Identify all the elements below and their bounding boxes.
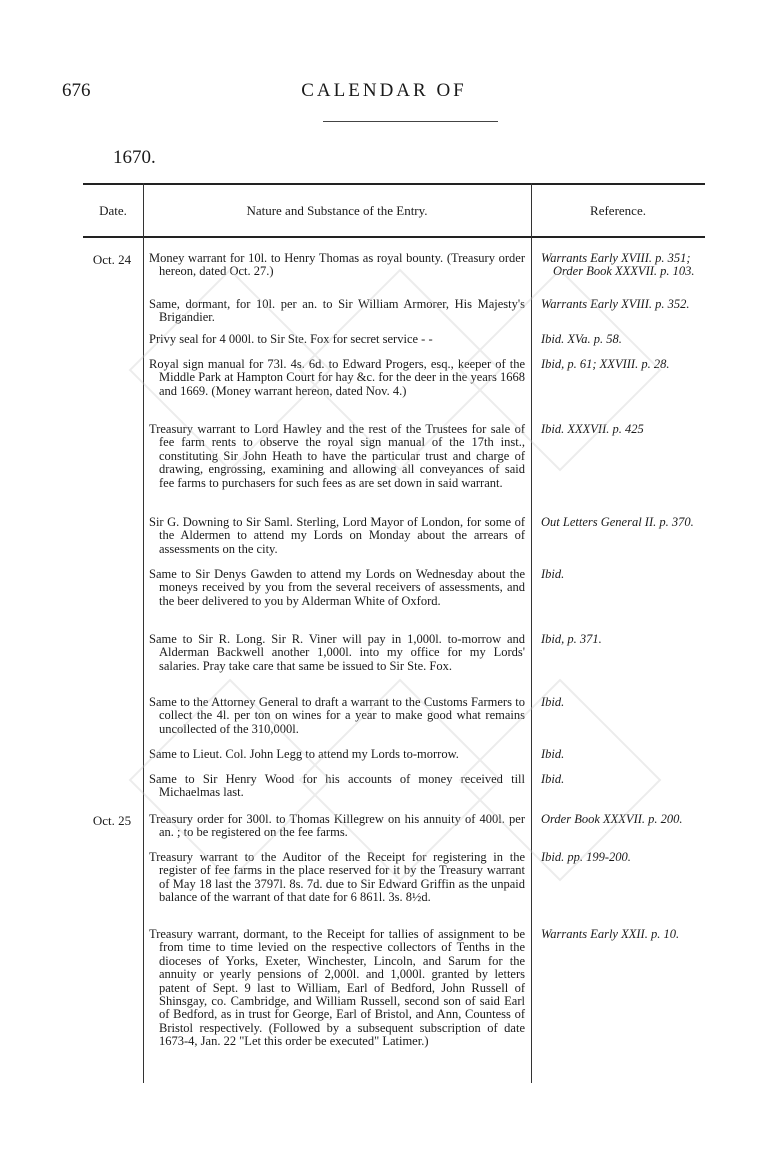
- entry-reference: Warrants Early XXII. p. 10.: [541, 927, 680, 941]
- entry-nature: Same to the Attorney General to draft a warrant to the Customs Farmers to collect the 4l. per ton on wines for a year to make good what remains uncollected of the 310,000l.: [149, 695, 525, 736]
- entry-nature: Privy seal for 4 000l. to Sir Ste. Fox for secret service - -: [149, 332, 433, 346]
- title-rule: [323, 121, 498, 122]
- entry-nature: Same to Sir R. Long. Sir R. Viner will pay in 1,000l. to-morrow and Alderman Backwell another 1,000l. into my office for my Lords' salaries. Pray take care that same be issued to Sir Ste. Fox.: [149, 632, 525, 673]
- entry-reference: Ibid.: [541, 747, 565, 761]
- entry-reference: Warrants Early XVIII. p. 351; Order Book XXXVII. p. 103.: [541, 251, 695, 279]
- entry-nature: Same to Sir Denys Gawden to attend my Lords on Wednesday about the moneys received by you from the several receivers of assessments, and the beer delivered to you by Alderman White of Oxford.: [149, 567, 525, 608]
- entry-reference: Ibid.: [541, 567, 565, 581]
- entry-nature: Same to Lieut. Col. John Legg to attend my Lords to-morrow.: [149, 747, 459, 761]
- column-header-nature: Nature and Substance of the Entry.: [246, 203, 428, 218]
- entry-nature: Treasury warrant, dormant, to the Receipt for tallies of assignment to be from time to time levied on the respective collectors of Tenths in the dioceses of Yorks, Exeter, Winchester, Lincoln, and Sarum for the annuity or yearly pensions of 2,000l. and 1,000l. granted by letters patent of Sept. 9 last to William, Earl of Bedford, John Russell of Shinsgay, co. Cambridge, and William Russell, second son of said Earl of Bedford, as in trust for George, Earl of Bristol, and Ann, Countess of Bristol respectively. (Followed by a subsequent subscription of date 1673-4, Jan. 22 "Let this order be executed" Latimer.): [149, 927, 525, 1049]
- entry-nature: Royal sign manual for 73l. 4s. 6d. to Edward Progers, esq., keeper of the Middle Park at Hampton Court for hay &c. for the deer in the years 1668 and 1669. (Money warrant hereon, dated Nov. 4.): [149, 357, 525, 398]
- page-number: 676: [62, 80, 91, 101]
- entry-nature: Same, dormant, for 10l. per an. to Sir William Armorer, His Majesty's Brigandier.: [149, 297, 525, 325]
- entry-reference: Ibid. pp. 199-200.: [541, 850, 631, 864]
- entry-date: Oct. 24: [92, 252, 132, 267]
- running-title: CALENDAR OF: [301, 80, 467, 101]
- table-top-rule: [83, 183, 705, 185]
- entry-nature: Treasury warrant to the Auditor of the Receipt for registering in the register of fee farms in the place reserved for it by the Treasury warrant of May 18 last the 3797l. 8s. 7d. due to Sir Edward Griffin as the unpaid balance of the warrant of that date for 6 861l. 3s. 8½d.: [149, 850, 525, 905]
- entry-reference: Ibid, p. 371.: [541, 632, 602, 646]
- entry-reference: Ibid.: [541, 772, 565, 786]
- year-heading: 1670.: [113, 147, 156, 168]
- column-divider-date: [143, 183, 144, 1083]
- entry-reference: Ibid. XVa. p. 58.: [541, 332, 622, 346]
- entry-date: Oct. 25: [92, 813, 132, 828]
- entry-nature: Money warrant for 10l. to Henry Thomas as royal bounty. (Treasury order hereon, dated Oct. 27.): [149, 251, 525, 279]
- column-header-date: Date.: [99, 203, 127, 218]
- entry-reference: Ibid, p. 61; XXVIII. p. 28.: [541, 357, 670, 371]
- entry-nature: Same to Sir Henry Wood for his accounts of money received till Michaelmas last.: [149, 772, 525, 800]
- entry-reference: Order Book XXXVII. p. 200.: [541, 812, 683, 826]
- column-header-reference: Reference.: [590, 203, 646, 218]
- calendar-table: [83, 183, 705, 1083]
- table-header-rule: [83, 236, 705, 238]
- entry-nature: Treasury order for 300l. to Thomas Killegrew on his annuity of 400l. per an. ; to be registered on the fee farms.: [149, 812, 525, 840]
- entry-reference: Ibid. XXXVII. p. 425: [541, 422, 644, 436]
- entry-reference: Ibid.: [541, 695, 565, 709]
- column-divider-reference: [531, 183, 532, 1083]
- entry-nature: Sir G. Downing to Sir Saml. Sterling, Lord Mayor of London, for some of the Aldermen to attend my Lords on Monday about the arrears of assessments on the city.: [149, 515, 525, 556]
- entry-nature: Treasury warrant to Lord Hawley and the rest of the Trustees for sale of fee farm rents to observe the royal sign manual of the 17th inst., constituting Sir John Heath to have the particular trust and charge of drawing, engrossing, examining and allowing all conveyances of said fee farms to purchasers for such fees as are set down in said warrant.: [149, 422, 525, 490]
- entry-reference: Warrants Early XVIII. p. 352.: [541, 297, 690, 311]
- entry-reference: Out Letters General II. p. 370.: [541, 515, 694, 529]
